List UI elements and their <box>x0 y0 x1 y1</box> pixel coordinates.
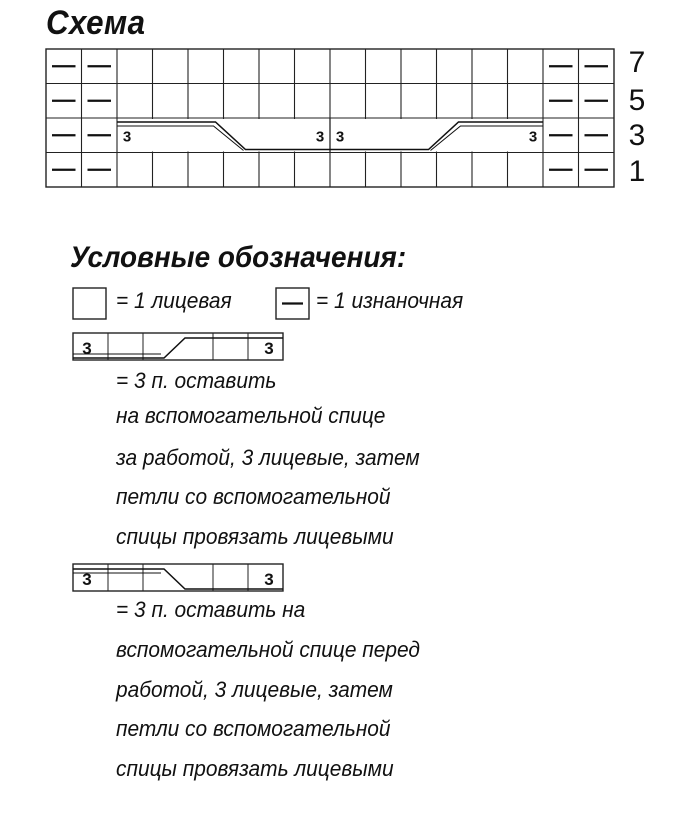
row-number-5: 5 <box>628 84 646 117</box>
row-number-1: 1 <box>628 155 646 188</box>
cable-count-label: 3 <box>122 128 132 146</box>
left-cross-text-3: работой, 3 лицевые, затем <box>116 677 393 702</box>
right-cross-text-4: петли со вспомогательной <box>116 484 391 509</box>
right-cross-text-5: спицы провязать лицевыми <box>116 524 394 549</box>
left-cross-text-4: петли со вспомогательной <box>116 716 391 741</box>
left-cross-count-label: 3 <box>264 570 274 589</box>
right-cross-count-label: 3 <box>264 339 274 358</box>
left-cross-symbol <box>73 564 283 591</box>
knit-legend-label: = 1 лицевая <box>116 288 232 313</box>
cable-block <box>331 119 542 152</box>
cable-block <box>118 119 329 152</box>
chart-grid <box>46 49 614 187</box>
cable-count-label: 3 <box>335 128 345 146</box>
left-cross-text-1: = 3 п. оставить на <box>116 597 306 622</box>
left-cross-text-2: вспомогательной спице перед <box>116 637 420 662</box>
cable-count-label: 3 <box>315 128 325 146</box>
left-cross-count-label: 3 <box>82 570 92 589</box>
purl-legend-label: = 1 изнаночная <box>316 288 464 313</box>
right-cross-count-label: 3 <box>82 339 92 358</box>
row-number-7: 7 <box>628 46 646 79</box>
chart-title: Схема <box>46 4 146 42</box>
legend-title: Условные обозначения: <box>70 241 407 274</box>
right-cross-text-3: за работой, 3 лицевые, затем <box>116 445 420 470</box>
right-cross-text-1: = 3 п. оставить <box>116 368 277 393</box>
cable-count-label: 3 <box>528 128 538 146</box>
left-cross-text-5: спицы провязать лицевыми <box>116 756 394 781</box>
right-cross-symbol <box>73 333 283 360</box>
knit-symbol <box>73 288 106 319</box>
row-number-3: 3 <box>628 119 646 152</box>
right-cross-text-2: на вспомогательной спице <box>116 403 386 428</box>
